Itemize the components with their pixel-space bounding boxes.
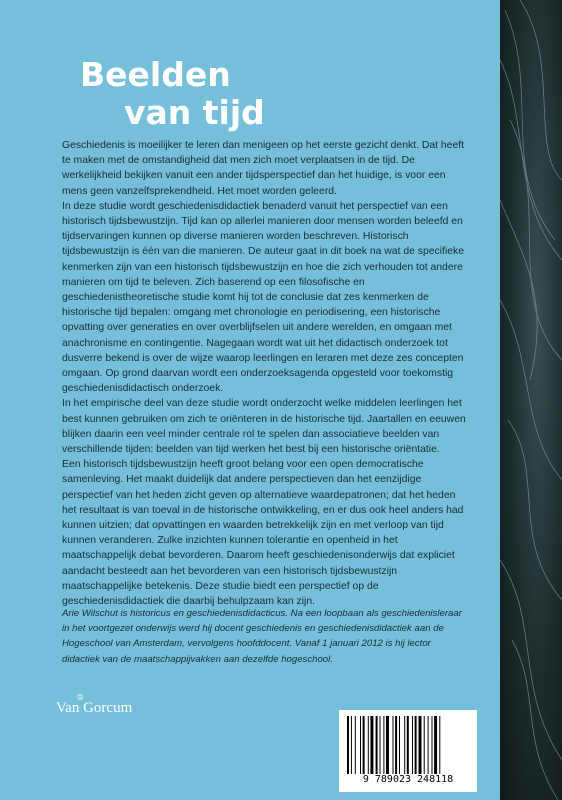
publisher-name: Van Gorcum	[56, 700, 133, 716]
barcode-bars	[345, 716, 471, 774]
crown-icon: ♔	[76, 692, 85, 702]
book-title	[80, 56, 265, 132]
blurb-paragraph-1: Geschiedenis is moeilijker te leren dan menigeen op het eerste gezicht denkt. Dat heeft te maken met de omstandigheid dat men zich moet verplaatsen in de tijd. De werkelijkheid bekijken vanuit een ander tijdsperspectief dan het huidige, is voor een mens geen vanzelfsprekendheid. Het moet worden geleerd.	[62, 140, 465, 197]
publisher-logo	[56, 692, 133, 717]
blurb-paragraph-3: In het empirische deel van deze studie wordt onderzocht welke middelen leerlingen het best kunnen gebruiken om zich te oriënteren in de historische tijd. Jaartallen en eeuwen blijken daarin een veel minder centrale rol te spelen dan associatieve beelden van verschillende tijden: beelden van tijd werken het best bij een historische oriëntatie.	[62, 398, 466, 456]
blurb	[62, 138, 467, 609]
cover-edge-artwork	[500, 0, 562, 800]
author-bio: Arie Wilschut is historicus en geschiedenisdidacticus. Na een loopbaan als geschiedenisleraar in het voortgezet onderwijs werd hij docent geschiedenis en geschiedenisdidactiek aan de Hogeschool van Amsterdam, vervolgens hoofddocent. Vanaf 1 januari 2012 is hij lector didactiek van de maatschappijvakken aan dezelfde hogeschool.	[62, 608, 462, 665]
blurb-paragraph-4: Een historisch tijdsbewustzijn heeft groot belang voor een open democratische samenleving. Het maakt duidelijk dat andere perspectieven dan het eenzijdige perspectief van het heden zicht geven op alternatieve waardepatronen; dat het heden het resultaat is van toeval in de historische ontwikkeling, en er dus ook heel anders had kunnen uitzien; dat opvattingen en waarden betrekkelijk zijn en met verloop van tijd kunnen veranderen. Zulke inzichten kunnen tolerantie en openheid in het maatschappelijk debat bevorderen. Daarom heeft geschiedenisonderwijs dat expliciet aandacht besteedt aan het bevorderen van een historisch tijdsbewustzijn maatschappelijke betekenis. Deze studie biedt een perspectief op de geschiedenisdidactiek die daarbij behulpzaam kan zijn.	[62, 459, 464, 608]
barcode	[339, 710, 477, 792]
blurb-paragraph-2: In deze studie wordt geschiedenisdidactiek benaderd vanuit het perspectief van een historisch tijdsbewustzijn. Tijd kan op allerlei manieren door mensen worden beleefd en tijdservaringen kunnen op diverse manieren worden beschreven. Historisch tijdsbewustzijn is één van die manieren. De auteur gaat in dit boek na wat de specifieke kenmerken zijn van een historisch tijdsbewustzijn en hoe die zich verhouden tot andere manieren om tijd te beleven. Zich baserend op een filosofische en geschiedenistheoretische studie komt hij tot de conclusie dat zes kenmerken de historische tijd bepalen: omgang met chronologie en periodisering, een historische opvatting over generaties en over overblijfselen uit andere werelden, en omgaan met anachronisme en contingentie. Nagegaan wordt wat uit het didactisch onderzoek tot dusverre bekend is over de wijze waarop leerlingen en leraren met deze zes concepten omgaan. Op grond daarvan wordt een onderzoeksagenda opgesteld voor toekomstig geschiedenisdidactisch onderzoek.	[62, 200, 465, 395]
title-line-2: van tijd	[124, 93, 265, 132]
isbn-number: 9 789023 248118	[362, 774, 454, 785]
title-line-1: Beelden	[80, 55, 231, 94]
